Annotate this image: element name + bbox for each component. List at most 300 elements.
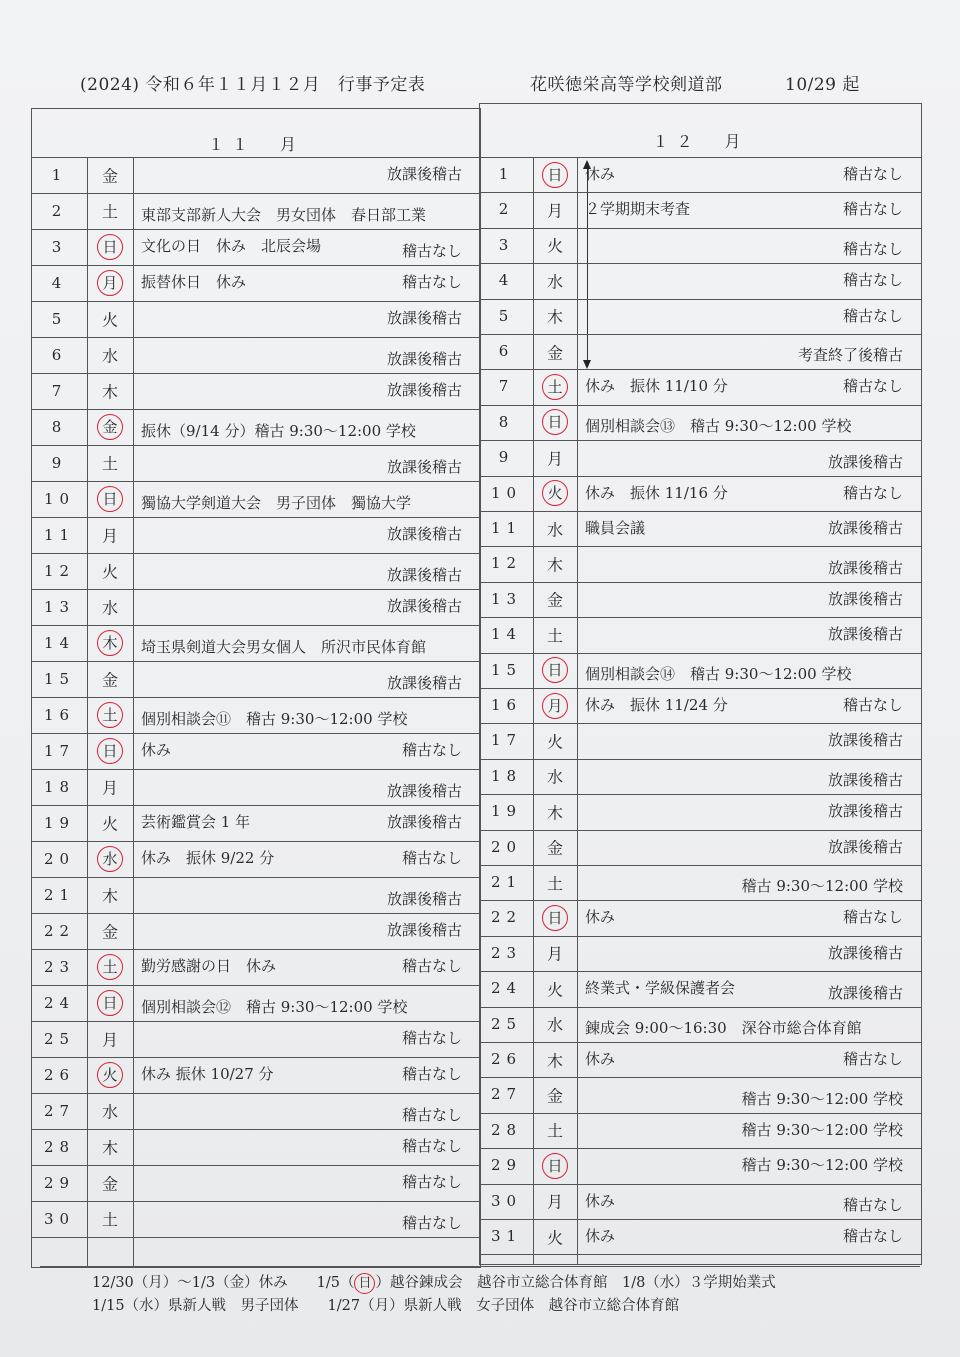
table-row	[480, 1148, 921, 1184]
event-text: 休み	[585, 1050, 616, 1068]
table-row	[480, 582, 921, 618]
weekday-circled-holiday: 日	[97, 234, 123, 260]
table-row	[480, 511, 921, 547]
table-row	[32, 157, 480, 194]
weekday: 火	[101, 310, 118, 330]
day-number: 31	[490, 1227, 523, 1245]
event-cell	[133, 517, 480, 553]
event-cell	[577, 476, 921, 511]
table-row	[480, 1077, 921, 1113]
event-text: 東部支部新人大会 男女団体 春日部工業	[141, 206, 427, 224]
day-number: 8	[51, 418, 68, 436]
weekday: 月	[546, 449, 563, 469]
day-number: 6	[498, 342, 515, 360]
event-cell	[133, 301, 480, 337]
event-cell	[133, 229, 480, 265]
weekday-circled-holiday: 火	[542, 480, 568, 506]
table-row	[480, 440, 921, 476]
event-cell	[133, 265, 480, 301]
table-row	[32, 1201, 480, 1238]
event-text: 個別相談会⑬ 稽古 9:30～12:00 学校	[585, 417, 852, 436]
event-text: 休み	[141, 741, 172, 759]
day-number: 17	[43, 742, 76, 760]
practice-note: 放課後稽古	[386, 674, 462, 692]
table-row	[32, 841, 480, 878]
day-number: 26	[43, 1066, 76, 1084]
event-cell	[577, 369, 921, 404]
weekday: 火	[101, 562, 118, 582]
weekday: 水	[546, 1015, 563, 1035]
day-number: 3	[498, 235, 515, 254]
table-row	[32, 265, 480, 302]
practice-note: 稽古なし	[401, 1173, 462, 1191]
day-number: 17	[490, 731, 523, 750]
table-row	[480, 546, 921, 582]
weekday: 土	[546, 626, 563, 646]
event-cell	[577, 830, 921, 865]
table-row	[32, 1129, 480, 1166]
weekday: 水	[101, 346, 118, 366]
practice-note: 放課後稽古	[386, 597, 462, 615]
event-cell	[577, 900, 921, 935]
table-row	[480, 653, 921, 689]
table-row	[32, 877, 480, 914]
event-cell	[133, 193, 480, 229]
footer-line-1-a: 12/30（月）～1/3（金）休み 1/5（	[92, 1275, 355, 1291]
practice-note: 稽古 9:30～12:00 学校	[741, 1089, 903, 1108]
event-cell	[577, 1184, 921, 1219]
event-cell	[577, 405, 921, 440]
event-cell	[133, 481, 480, 517]
day-number: 26	[490, 1050, 523, 1068]
footer-circled-day: 日	[354, 1273, 375, 1294]
weekday-circled-holiday: 日	[542, 905, 568, 931]
december-table	[479, 103, 922, 1265]
event-cell	[133, 913, 480, 949]
day-number: 20	[490, 837, 523, 856]
weekday: 金	[546, 1086, 563, 1106]
day-number: 14	[43, 634, 76, 652]
day-number: 18	[43, 778, 76, 796]
practice-note: 稽古なし	[401, 1137, 462, 1155]
weekday: 水	[546, 520, 563, 540]
event-cell	[577, 582, 921, 617]
weekday: 月	[101, 526, 118, 546]
practice-note: 放課後稽古	[827, 519, 903, 537]
event-cell	[133, 1021, 480, 1057]
weekday: 木	[546, 803, 563, 823]
table-row	[480, 971, 921, 1007]
table-row	[32, 913, 480, 950]
footer-line-1-b: ）越谷錬成会 越谷市立総合体育館 1/8（水）３学期始業式	[375, 1275, 776, 1291]
event-text: 錬成会 9:00～16:30 深谷市総合体育館	[585, 1018, 862, 1037]
practice-note: 稽古なし	[401, 1214, 462, 1232]
event-text: 休み	[585, 1191, 616, 1210]
practice-note: 放課後稽古	[827, 625, 903, 644]
day-number: 7	[498, 377, 515, 396]
event-cell	[577, 1219, 921, 1254]
practice-note: 稽古なし	[842, 1227, 903, 1245]
day-number: 22	[490, 908, 523, 927]
weekday: 月	[546, 1192, 563, 1212]
practice-note: 放課後稽古	[386, 782, 462, 800]
day-number: 8	[498, 412, 515, 431]
table-row	[480, 263, 921, 299]
table-row	[32, 553, 480, 590]
event-cell	[577, 1148, 921, 1183]
event-cell	[577, 263, 921, 298]
event-text: 勤労感謝の日 休み	[141, 957, 277, 975]
event-text: 文化の日 休み 北辰会場	[141, 237, 322, 255]
practice-note: 稽古なし	[401, 1029, 462, 1047]
practice-note: 放課後稽古	[827, 731, 903, 750]
weekday: 金	[101, 922, 118, 942]
weekday: 土	[101, 1210, 118, 1230]
practice-note: 放課後稽古	[827, 983, 903, 1002]
weekday: 金	[546, 343, 563, 363]
event-cell	[133, 697, 480, 733]
event-cell	[133, 1093, 480, 1129]
event-cell	[133, 1165, 480, 1201]
day-number: 11	[43, 526, 76, 544]
practice-note: 放課後稽古	[386, 309, 462, 327]
event-text: 振替休日 休み	[141, 273, 247, 291]
weekday-circled-holiday: 土	[97, 954, 123, 980]
table-row	[32, 769, 480, 806]
weekday-circled-holiday: 日	[97, 990, 123, 1016]
practice-note: 放課後稽古	[386, 350, 462, 368]
table-row	[480, 830, 921, 866]
day-number: 25	[490, 1014, 523, 1033]
table-row	[480, 476, 921, 512]
event-cell	[577, 617, 921, 652]
event-cell	[577, 794, 921, 829]
event-text: 芸術鑑賞会 1 年	[141, 813, 251, 831]
table-row	[32, 409, 480, 446]
event-text: 休み 振休 11/10 分	[585, 377, 728, 396]
event-text: 休み	[585, 1227, 616, 1245]
table-row	[32, 517, 480, 554]
november-header: １１ 月	[32, 109, 480, 158]
day-number: 9	[51, 454, 68, 472]
practice-note: 放課後稽古	[827, 452, 903, 471]
practice-note: 放課後稽古	[386, 165, 462, 183]
weekday-circled-holiday: 日	[542, 1153, 568, 1179]
day-number: 16	[490, 696, 523, 714]
practice-note: 稽古なし	[401, 242, 462, 260]
table-row	[480, 794, 921, 830]
day-number: 1	[498, 165, 515, 183]
weekday: 火	[546, 1228, 563, 1248]
weekday: 土	[101, 202, 118, 222]
day-number: 13	[490, 589, 523, 608]
practice-note: 稽古なし	[842, 377, 903, 396]
weekday: 水	[546, 767, 563, 787]
table-row	[480, 1113, 921, 1149]
event-text: 振休（9/14 分）稽古 9:30～12:00 学校	[141, 422, 416, 440]
weekday: 火	[546, 980, 563, 1000]
issued-date: 10/29 起	[785, 75, 860, 95]
practice-note: 放課後稽古	[386, 381, 462, 399]
table-row	[32, 193, 480, 230]
day-number: 16	[43, 706, 76, 724]
event-text: 休み 振休 10/27 分	[141, 1065, 274, 1083]
day-number: 9	[498, 448, 515, 467]
practice-note: 放課後稽古	[386, 813, 462, 831]
event-cell	[577, 936, 921, 971]
day-number: 24	[43, 994, 76, 1012]
practice-note: 考査終了後稽古	[797, 346, 903, 365]
weekday: 木	[546, 1051, 563, 1071]
table-row	[32, 733, 480, 770]
practice-note: 稽古なし	[842, 306, 903, 325]
table-row	[480, 688, 921, 724]
weekday: 木	[101, 382, 118, 402]
event-cell	[577, 546, 921, 581]
event-cell	[133, 877, 480, 913]
event-text: 終業式・学級保護者会	[585, 979, 736, 998]
weekday-circled-holiday: 土	[542, 374, 568, 400]
event-cell	[577, 511, 921, 546]
weekday: 木	[546, 555, 563, 575]
table-row	[480, 369, 921, 405]
event-cell	[577, 1007, 921, 1042]
practice-note: 放課後稽古	[386, 566, 462, 584]
weekday: 木	[101, 886, 118, 906]
day-number: 25	[43, 1030, 76, 1048]
practice-note: 放課後稽古	[386, 458, 462, 476]
table-row	[480, 334, 921, 370]
event-cell	[577, 759, 921, 794]
table-row	[32, 1165, 480, 1202]
event-text: 休み 振休 9/22 分	[141, 849, 275, 867]
weekday: 火	[546, 236, 563, 256]
event-cell	[133, 949, 480, 985]
event-text: 個別相談会⑪ 稽古 9:30～12:00 学校	[141, 710, 408, 728]
table-row	[480, 759, 921, 795]
event-cell	[133, 337, 480, 373]
weekday-circled-holiday: 土	[97, 702, 123, 728]
table-row	[480, 723, 921, 759]
weekday: 土	[101, 454, 118, 474]
day-number: 4	[51, 274, 68, 292]
event-text: 休み	[585, 908, 616, 927]
weekday-circled-holiday: 金	[97, 414, 123, 440]
day-number: 10	[490, 483, 523, 502]
practice-note: 稽古なし	[401, 957, 462, 975]
practice-note: 稽古なし	[842, 908, 903, 927]
december-header: １２ 月	[480, 104, 921, 158]
day-number: 2	[498, 200, 515, 219]
practice-note: 放課後稽古	[386, 525, 462, 543]
practice-note: 稽古なし	[401, 741, 462, 759]
event-cell	[577, 653, 921, 688]
weekday: 火	[101, 814, 118, 834]
day-number: 5	[498, 306, 515, 325]
event-cell	[133, 1057, 480, 1093]
table-row	[32, 661, 480, 698]
day-number: 12	[490, 554, 523, 573]
table-row	[480, 1184, 921, 1220]
practice-note: 稽古 9:30～12:00 学校	[741, 877, 903, 896]
table-row	[32, 1021, 480, 1058]
event-text: 埼玉県剣道大会男女個人 所沢市民体育館	[141, 638, 427, 656]
table-row	[32, 1057, 480, 1094]
day-number: 15	[43, 670, 76, 688]
table-row	[32, 229, 480, 266]
practice-note: 稽古 9:30～12:00 学校	[741, 1156, 903, 1175]
event-cell	[577, 1113, 921, 1148]
practice-note: 稽古なし	[842, 1195, 903, 1214]
table-row	[32, 949, 480, 986]
school-club-name: 花咲徳栄高等学校剣道部	[530, 75, 723, 95]
day-number: 3	[51, 238, 68, 256]
event-text: 休み	[585, 165, 616, 183]
practice-note: 稽古なし	[842, 240, 903, 259]
table-row	[480, 936, 921, 972]
event-cell	[133, 769, 480, 805]
table-row	[32, 337, 480, 374]
day-number: 29	[43, 1174, 76, 1192]
day-number: 19	[490, 802, 523, 821]
event-cell	[133, 985, 480, 1021]
day-number: 21	[490, 873, 523, 891]
table-row	[480, 617, 921, 653]
weekday: 金	[101, 166, 118, 186]
table-row	[480, 865, 921, 901]
table-row	[32, 373, 480, 410]
practice-note: 稽古なし	[842, 1050, 903, 1068]
event-text: 個別相談会⑭ 稽古 9:30～12:00 学校	[585, 664, 852, 683]
event-cell	[133, 805, 480, 841]
day-number: 20	[43, 850, 76, 868]
practice-note: 稽古 9:30～12:00 学校	[741, 1120, 903, 1139]
event-text: 休み 振休 11/16 分	[585, 483, 728, 502]
event-text: 個別相談会⑫ 稽古 9:30～12:00 学校	[141, 998, 408, 1016]
weekday: 金	[546, 590, 563, 610]
event-cell	[577, 440, 921, 475]
event-cell	[133, 589, 480, 625]
event-cell	[133, 409, 480, 445]
weekday-circled-holiday: 日	[542, 657, 568, 683]
event-cell	[133, 1129, 480, 1165]
day-number: 11	[490, 519, 523, 537]
event-cell	[133, 625, 480, 661]
practice-note: 稽古なし	[401, 273, 462, 291]
weekday: 木	[546, 307, 563, 327]
day-number: 24	[490, 979, 523, 998]
practice-note: 稽古なし	[401, 1065, 462, 1083]
practice-note: 稽古なし	[842, 696, 903, 714]
day-number: 21	[43, 886, 76, 904]
footer-line-1	[92, 1271, 776, 1294]
day-number: 7	[51, 382, 68, 400]
table-row	[32, 985, 480, 1022]
event-text: 獨協大学剣道大会 男子団体 獨協大学	[141, 494, 412, 512]
event-cell	[577, 688, 921, 723]
day-number: 28	[43, 1138, 76, 1156]
weekday-circled-holiday: 水	[97, 846, 123, 872]
day-number: 29	[490, 1156, 523, 1175]
table-row	[480, 192, 921, 228]
event-cell	[133, 553, 480, 589]
event-text: 休み 振休 11/24 分	[585, 696, 728, 714]
practice-note: 稽古なし	[842, 271, 903, 290]
day-number: 4	[498, 271, 515, 290]
november-table	[31, 108, 481, 1268]
footer-notes	[40, 1266, 920, 1317]
practice-note: 稽古なし	[842, 483, 903, 502]
day-number: 15	[490, 660, 523, 679]
practice-note: 稽古なし	[842, 165, 903, 183]
table-row	[32, 301, 480, 338]
event-cell	[577, 1042, 921, 1077]
table-row	[480, 157, 921, 193]
day-number: 23	[490, 943, 523, 962]
event-cell	[577, 157, 921, 192]
weekday-circled-holiday: 日	[97, 738, 123, 764]
table-row	[480, 900, 921, 936]
weekday-circled-holiday: 木	[97, 630, 123, 656]
table-row	[32, 697, 480, 734]
weekday: 火	[546, 732, 563, 752]
practice-note: 放課後稽古	[827, 771, 903, 790]
event-cell	[133, 157, 480, 193]
event-cell	[577, 299, 921, 334]
day-number: 12	[43, 562, 76, 580]
practice-note: 放課後稽古	[827, 837, 903, 856]
event-cell	[133, 661, 480, 697]
table-row	[32, 805, 480, 842]
practice-note: 放課後稽古	[386, 921, 462, 939]
practice-note: 稽古なし	[842, 200, 903, 219]
weekday-circled-holiday: 日	[542, 409, 568, 435]
weekday: 水	[101, 598, 118, 618]
header	[80, 70, 880, 100]
event-text: ２学期期末考査	[585, 200, 691, 219]
footer-line-2: 1/15（水）県新人戦 男子団体 1/27（月）県新人戦 女子団体 越谷市立総合体育館	[92, 1298, 680, 1314]
practice-note: 放課後稽古	[827, 558, 903, 577]
event-cell	[133, 841, 480, 877]
day-number: 6	[51, 346, 68, 364]
weekday: 金	[546, 838, 563, 858]
event-cell	[133, 445, 480, 481]
event-cell	[577, 334, 921, 369]
event-cell	[133, 373, 480, 409]
weekday: 月	[546, 944, 563, 964]
event-cell	[577, 971, 921, 1006]
table-row	[480, 1042, 921, 1078]
weekday: 月	[101, 1030, 118, 1050]
weekday: 月	[546, 201, 563, 221]
table-row	[32, 625, 480, 662]
table-row	[480, 299, 921, 335]
day-number: 27	[43, 1102, 76, 1120]
weekday-circled-holiday: 日	[97, 486, 123, 512]
weekday: 木	[101, 1138, 118, 1158]
event-cell	[577, 1077, 921, 1112]
weekday: 水	[546, 272, 563, 292]
schedule-title: (2024) 令和６年１１月１２月 行事予定表	[80, 75, 426, 95]
weekday: 土	[546, 1121, 563, 1141]
table-row	[32, 1093, 480, 1130]
table-row	[480, 228, 921, 264]
weekday: 金	[101, 670, 118, 690]
day-number: 10	[43, 490, 76, 508]
day-number: 27	[490, 1085, 523, 1104]
practice-note: 放課後稽古	[827, 802, 903, 821]
weekday: 水	[101, 1102, 118, 1122]
